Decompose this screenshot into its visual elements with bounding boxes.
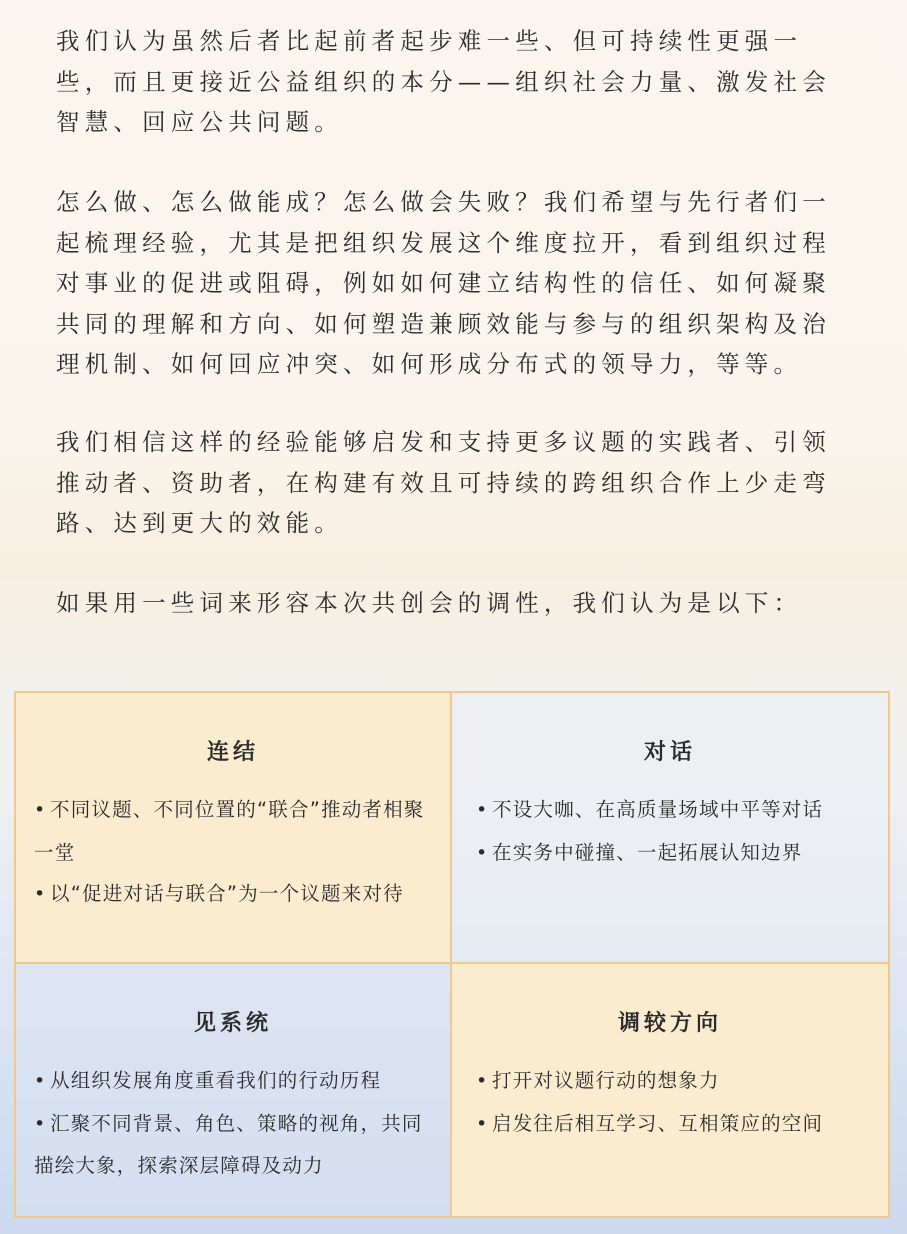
keyword-card-body xyxy=(34,789,436,916)
intro-paragraph-3: 我们相信这样的经验能够启发和支持更多议题的实践者、引领 推动者、资助者，在构建有效且可持续的跨组织合作上少走弯 路、达到更大的效能。 xyxy=(56,428,831,537)
bullet-icon: • xyxy=(34,1112,47,1135)
intro-paragraph-4: 如果用一些词来形容本次共创会的调性，我们认为是以下： xyxy=(56,589,803,617)
intro-paragraph-2: 怎么做、怎么做能成？怎么做会失败？我们希望与先行者们一 起梳理经验，尤其是把组织发展这个维度拉开，看到组织过程 对事业的促进或阻碍，例如如何建立结构性的信任、如何凝聚 共同的理解和方向、如何塑造兼顾效能与参与的组织架构及治 理机制、如何回应冲突、如何形成分布式的领导力，等等。 xyxy=(56,188,831,378)
bullet-icon: • xyxy=(34,1070,47,1092)
bullet-icon: • xyxy=(34,799,47,821)
keyword-card-title: 调较方向 xyxy=(617,1011,722,1036)
bullet-icon: • xyxy=(476,1112,489,1135)
keyword-card-dialogue xyxy=(452,693,888,964)
keyword-card-item: • 打开对议题行动的想象力 xyxy=(476,1060,874,1103)
tone-keywords-grid xyxy=(14,691,890,1218)
keyword-card-title: 连结 xyxy=(206,740,259,765)
keyword-card-see-system xyxy=(16,964,452,1216)
keyword-card-item: • 启发往后相互学习、互相策应的空间 xyxy=(476,1103,874,1146)
keyword-card-item: • 汇聚不同背景、角色、策略的视角，共同描绘大象，探索深层障碍及动力 xyxy=(34,1103,436,1187)
keyword-card-adjust-direction xyxy=(452,964,888,1216)
keyword-card-title: 见系统 xyxy=(193,1011,272,1036)
keyword-card-body xyxy=(34,1060,436,1187)
bullet-icon: • xyxy=(476,1070,489,1092)
bullet-icon: • xyxy=(476,799,489,821)
bullet-icon: • xyxy=(34,883,47,905)
intro-paragraph-1: 我们认为虽然后者比起前者起步难一些、但可持续性更强一 些，而且更接近公益组织的本分——组织社会力量、激发社会 智慧、回应公共问题。 xyxy=(56,27,831,136)
keyword-card-connect xyxy=(16,693,452,964)
keyword-card-body xyxy=(476,1060,874,1145)
keyword-card-body xyxy=(476,789,874,874)
keyword-card-item: • 以“促进对话与联合”为一个议题来对待 xyxy=(34,873,436,916)
keyword-card-item: • 不设大咖、在高质量场域中平等对话 xyxy=(476,789,874,832)
keyword-card-title: 对话 xyxy=(643,740,696,765)
bullet-icon: • xyxy=(476,841,489,864)
keyword-card-item: • 不同议题、不同位置的“联合”推动者相聚一堂 xyxy=(34,789,436,873)
keyword-card-item: • 从组织发展角度重看我们的行动历程 xyxy=(34,1060,436,1103)
keyword-card-item: • 在实务中碰撞、一起拓展认知边界 xyxy=(476,832,874,875)
